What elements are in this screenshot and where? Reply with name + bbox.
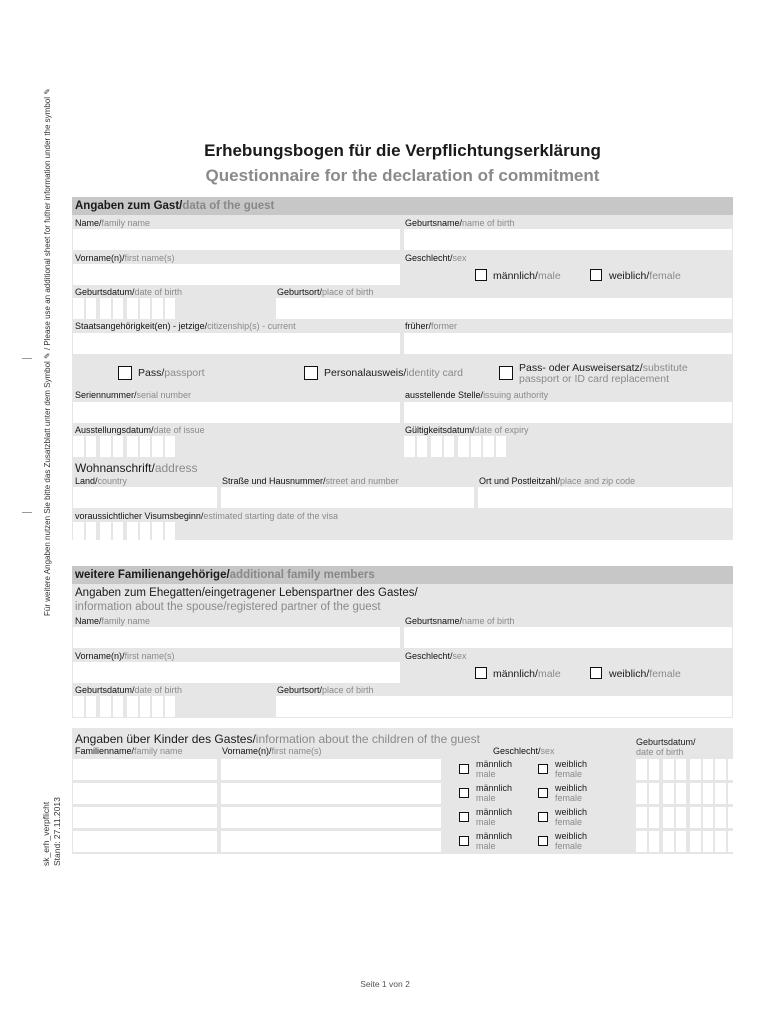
city-label: Ort und Postleitzahl/place and zip code	[479, 476, 636, 486]
date-digit-cell[interactable]	[100, 522, 111, 543]
authority-field[interactable]	[404, 402, 732, 423]
substitute-option: Pass- oder Ausweisersatz/substitute	[519, 362, 688, 374]
citizenship-field[interactable]	[73, 333, 400, 354]
spouse-pob-label: Geburtsort/place of birth	[277, 685, 374, 695]
birthname-label: Geburtsname/name of birth	[405, 218, 515, 228]
date-digit-cell[interactable]	[100, 436, 111, 457]
spouse-male-option: männlich/male	[493, 668, 561, 680]
date-digit-cell[interactable]	[152, 298, 163, 319]
dob-label: Geburtsdatum/date of birth	[75, 287, 183, 297]
passport-checkbox[interactable]	[118, 366, 132, 380]
spouse-male-checkbox[interactable]	[475, 667, 487, 679]
child-familyname-field[interactable]	[73, 759, 217, 780]
date-digit-cell[interactable]	[86, 522, 97, 543]
child-female-option: weiblich female	[555, 759, 588, 779]
date-digit-cell[interactable]	[73, 436, 84, 457]
date-digit-cell[interactable]	[728, 783, 739, 804]
date-digit-cell[interactable]	[636, 783, 647, 804]
serial-label: Seriennummer/serial number	[75, 390, 192, 400]
date-digit-cell[interactable]	[73, 522, 84, 543]
city-field[interactable]	[478, 487, 732, 508]
child-firstname-field[interactable]	[221, 807, 441, 828]
date-digit-cell[interactable]	[127, 522, 138, 543]
date-digit-cell[interactable]	[676, 759, 687, 780]
female-checkbox[interactable]	[590, 269, 602, 281]
date-digit-cell[interactable]	[649, 783, 660, 804]
pen-icon: ✎	[43, 88, 52, 95]
date-digit-cell[interactable]	[676, 831, 687, 852]
date-digit-cell[interactable]	[113, 436, 124, 457]
date-digit-cell[interactable]	[100, 696, 111, 717]
children-firstname-label: Vorname(n)/first name(s)	[222, 746, 322, 756]
child-male-checkbox[interactable]	[459, 764, 469, 774]
date-digit-cell[interactable]	[703, 807, 714, 828]
date-digit-cell[interactable]	[728, 831, 739, 852]
date-digit-cell[interactable]	[127, 696, 138, 717]
date-digit-cell[interactable]	[715, 783, 726, 804]
child-female-checkbox[interactable]	[538, 836, 548, 846]
spouse-female-option: weiblich/female	[609, 668, 681, 680]
date-digit-cell[interactable]	[73, 696, 84, 717]
former-citizenship-field[interactable]	[404, 333, 732, 354]
date-digit-cell[interactable]	[663, 831, 674, 852]
spouse-name-label: Name/family name	[75, 616, 151, 626]
date-digit-cell[interactable]	[690, 759, 701, 780]
date-digit-cell[interactable]	[676, 807, 687, 828]
child-male-option: männlich male	[476, 759, 513, 779]
date-digit-cell[interactable]	[728, 807, 739, 828]
side-note: Für weitere Angaben nutzen Sie bitte das Zusatzblatt unter dem Symbol ✎ / Please use an additional sheet for futher information under the symbol ✎	[43, 88, 52, 616]
page-number: Seite 1 von 2	[360, 979, 410, 989]
citizenship-label: Staatsangehörigkeit(en) - jetzige/citizenship(s) - current	[75, 321, 296, 331]
date-digit-cell[interactable]	[496, 436, 507, 457]
date-digit-cell[interactable]	[663, 807, 674, 828]
serial-field[interactable]	[73, 402, 400, 423]
date-digit-cell[interactable]	[140, 522, 151, 543]
spouse-birthname-field[interactable]	[404, 627, 732, 648]
date-digit-cell[interactable]	[663, 759, 674, 780]
date-digit-cell[interactable]	[649, 807, 660, 828]
child-firstname-field[interactable]	[221, 783, 441, 804]
date-digit-cell[interactable]	[165, 522, 176, 543]
children-heading: Angaben über Kinder des Gastes/information about the children of the guest	[75, 732, 480, 746]
date-digit-cell[interactable]	[140, 298, 151, 319]
child-female-checkbox[interactable]	[538, 812, 548, 822]
date-digit-cell[interactable]	[100, 298, 111, 319]
spouse-heading-en: information about the spouse/registered partner of the guest	[75, 601, 381, 613]
date-digit-cell[interactable]	[636, 759, 647, 780]
idcard-checkbox[interactable]	[304, 366, 318, 380]
authority-label: ausstellende Stelle/issuing authority	[405, 390, 549, 400]
spouse-pob-field[interactable]	[276, 696, 732, 717]
firstname-label: Vorname(n)/first name(s)	[75, 253, 175, 263]
date-digit-cell[interactable]	[636, 831, 647, 852]
child-male-option: männlich male	[476, 783, 513, 803]
expiry-date-label: Gültigkeitsdatum/date of expiry	[405, 425, 529, 435]
date-digit-cell[interactable]	[127, 436, 138, 457]
date-digit-cell[interactable]	[165, 436, 176, 457]
date-digit-cell[interactable]	[86, 298, 97, 319]
date-digit-cell[interactable]	[676, 783, 687, 804]
date-digit-cell[interactable]	[152, 696, 163, 717]
date-digit-cell[interactable]	[649, 831, 660, 852]
spouse-dob-label: Geburtsdatum/date of birth	[75, 685, 183, 695]
date-digit-cell[interactable]	[431, 436, 442, 457]
spouse-birthname-label: Geburtsname/name of birth	[405, 616, 515, 626]
date-digit-cell[interactable]	[690, 831, 701, 852]
fold-mark	[22, 512, 32, 513]
date-digit-cell[interactable]	[636, 807, 647, 828]
spouse-firstname-field[interactable]	[73, 662, 400, 683]
spouse-female-checkbox[interactable]	[590, 667, 602, 679]
substitute-checkbox[interactable]	[499, 366, 513, 380]
issue-date-label: Ausstellungsdatum/date of issue	[75, 425, 205, 435]
passport-option: Pass/passport	[138, 367, 205, 379]
spouse-firstname-label: Vorname(n)/first name(s)	[75, 651, 175, 661]
date-digit-cell[interactable]	[663, 783, 674, 804]
date-digit-cell[interactable]	[152, 522, 163, 543]
date-digit-cell[interactable]	[152, 436, 163, 457]
country-label: Land/country	[75, 476, 128, 486]
date-digit-cell[interactable]	[703, 831, 714, 852]
guest-section-header: Angaben zum Gast/data of the guest	[72, 197, 733, 215]
date-digit-cell[interactable]	[113, 522, 124, 543]
date-digit-cell[interactable]	[127, 298, 138, 319]
date-digit-cell[interactable]	[165, 696, 176, 717]
child-familyname-field[interactable]	[73, 831, 217, 852]
name-label: Name/family name	[75, 218, 151, 228]
child-male-checkbox[interactable]	[459, 812, 469, 822]
child-male-option: männlich male	[476, 831, 513, 851]
date-digit-cell[interactable]	[404, 436, 415, 457]
child-firstname-field[interactable]	[221, 759, 441, 780]
date-digit-cell[interactable]	[113, 696, 124, 717]
child-female-option: weiblich female	[555, 783, 588, 803]
firstname-field[interactable]	[73, 264, 400, 285]
child-male-option: männlich male	[476, 807, 513, 827]
date-digit-cell[interactable]	[715, 807, 726, 828]
name-field[interactable]	[73, 229, 400, 250]
date-digit-cell[interactable]	[703, 783, 714, 804]
sex-label: Geschlecht/sex	[405, 253, 467, 263]
child-male-checkbox[interactable]	[459, 788, 469, 798]
pen-icon: ✎	[43, 352, 52, 359]
child-female-checkbox[interactable]	[538, 764, 548, 774]
children-sex-label: Geschlecht/sex	[493, 746, 555, 756]
title-en: Questionnaire for the declaration of commitment	[205, 166, 600, 185]
date-digit-cell[interactable]	[113, 298, 124, 319]
date-digit-cell[interactable]	[86, 436, 97, 457]
visa-start-label: voraussichtlicher Visumsbeginn/estimated starting date of the visa	[75, 511, 338, 521]
date-digit-cell[interactable]	[690, 783, 701, 804]
title-de: Erhebungsbogen für die Verpflichtungserklärung	[204, 141, 601, 160]
former-label: früher/former	[405, 321, 458, 331]
date-digit-cell[interactable]	[86, 696, 97, 717]
date-digit-cell[interactable]	[458, 436, 469, 457]
spouse-name-field[interactable]	[73, 627, 400, 648]
street-field[interactable]	[221, 487, 474, 508]
date-digit-cell[interactable]	[140, 436, 151, 457]
date-digit-cell[interactable]	[715, 759, 726, 780]
child-firstname-field[interactable]	[221, 831, 441, 852]
child-male-checkbox[interactable]	[459, 836, 469, 846]
street-label: Straße und Hausnummer/street and number	[222, 476, 399, 486]
child-familyname-field[interactable]	[73, 807, 217, 828]
family-section-header: weitere Familienangehörige/additional family members	[72, 566, 733, 584]
children-dob-label: Geburtsdatum/ date of birth	[636, 737, 696, 757]
child-female-option: weiblich female	[555, 831, 588, 851]
pob-label: Geburtsort/place of birth	[277, 287, 374, 297]
female-option: weiblich/female	[609, 270, 681, 282]
child-female-option: weiblich female	[555, 807, 588, 827]
child-female-checkbox[interactable]	[538, 788, 548, 798]
birthname-field[interactable]	[404, 229, 732, 250]
date-digit-cell[interactable]	[715, 831, 726, 852]
date-digit-cell[interactable]	[471, 436, 482, 457]
spouse-heading-de: Angaben zum Ehegatten/eingetragener Lebenspartner des Gastes/	[75, 587, 418, 599]
male-option: männlich/male	[493, 270, 561, 282]
male-checkbox[interactable]	[475, 269, 487, 281]
date-digit-cell[interactable]	[140, 696, 151, 717]
pob-field[interactable]	[276, 298, 732, 319]
date-digit-cell[interactable]	[165, 298, 176, 319]
form-reference: sk_erh_verpflicht	[41, 801, 51, 866]
child-familyname-field[interactable]	[73, 783, 217, 804]
spouse-sex-label: Geschlecht/sex	[405, 651, 467, 661]
idcard-option: Personalausweis/identity card	[324, 367, 463, 379]
country-field[interactable]	[73, 487, 217, 508]
fold-mark	[22, 358, 32, 359]
date-digit-cell[interactable]	[483, 436, 494, 457]
date-digit-cell[interactable]	[690, 807, 701, 828]
date-digit-cell[interactable]	[703, 759, 714, 780]
date-digit-cell[interactable]	[728, 759, 739, 780]
date-digit-cell[interactable]	[649, 759, 660, 780]
date-digit-cell[interactable]	[417, 436, 428, 457]
children-familyname-label: Familienname/family name	[75, 746, 183, 756]
date-digit-cell[interactable]	[444, 436, 455, 457]
date-digit-cell[interactable]	[73, 298, 84, 319]
form-date: Stand: 27.11.2013	[52, 797, 62, 866]
address-heading: Wohnanschrift/address	[75, 461, 198, 475]
substitute-option-en: passport or ID card replacement	[519, 373, 669, 385]
